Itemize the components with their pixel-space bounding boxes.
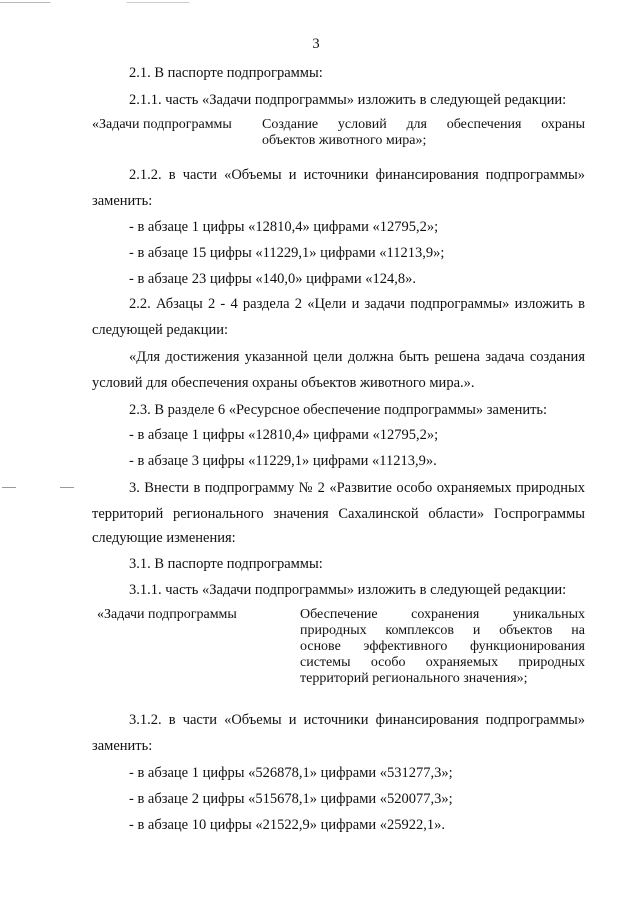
table1-right-cell bbox=[262, 117, 585, 149]
paragraph-2-3: 2.3. В разделе 6 «Ресурсное обеспечение подпрограммы» заменить: bbox=[129, 402, 548, 418]
paragraph-3-1-2: 3.1.2. в части «Объемы и источники финансирования подпрограммы» bbox=[129, 712, 585, 728]
list-item: - в абзаце 1 цифры «12810,4» цифрами «12795,2»; bbox=[129, 427, 439, 443]
table2-right-cell bbox=[300, 607, 585, 687]
quote-paragraph-cont: условий для обеспечения охраны объектов животного мира.». bbox=[92, 375, 475, 391]
list-item: - в абзаце 1 цифры «526878,1» цифрами «531277,3»; bbox=[129, 765, 453, 781]
paragraph-2-2: 2.2. Абзацы 2 - 4 раздела 2 «Цели и задачи подпрограммы» изложить в bbox=[129, 296, 585, 312]
table2-right-line: территорий регионального значения»; bbox=[300, 671, 528, 686]
list-item: - в абзаце 15 цифры «11229,1» цифрами «11213,9»; bbox=[129, 245, 445, 261]
list-item: - в абзаце 10 цифры «21522,9» цифрами «25922,1». bbox=[129, 817, 446, 833]
list-item: - в абзаце 3 цифры «11229,1» цифрами «11213,9». bbox=[129, 453, 437, 469]
paragraph-3-cont: территорий регионального значения Сахалинской области» Госпрограммы bbox=[92, 506, 585, 522]
table2-right-line: системы особо охраняемых природных bbox=[300, 655, 585, 670]
paragraph-2-1-2: 2.1.2. в части «Объемы и источники финансирования подпрограммы» bbox=[129, 167, 585, 183]
table2-right-line: основе эффективного функционирования bbox=[300, 639, 585, 654]
table1-right-line: Создание условий для обеспечения охраны bbox=[262, 117, 585, 132]
page-number: 3 bbox=[312, 36, 320, 52]
list-item: - в абзаце 1 цифры «12810,4» цифрами «12795,2»; bbox=[129, 219, 439, 235]
table2-left-cell: «Задачи подпрограммы bbox=[97, 607, 237, 622]
paragraph-2-2-cont: следующей редакции: bbox=[92, 322, 229, 338]
table1-left-cell: «Задачи подпрограммы bbox=[92, 117, 232, 132]
scan-artifact-dash bbox=[60, 487, 74, 488]
table1-right-line: объектов животного мира»; bbox=[262, 133, 427, 148]
paragraph-2-1-2-cont: заменить: bbox=[92, 193, 153, 209]
quote-paragraph: «Для достижения указанной цели должна быть решена задача создания bbox=[129, 349, 585, 365]
paragraph-3-1-1: 3.1.1. часть «Задачи подпрограммы» изложить в следующей редакции: bbox=[129, 582, 567, 598]
list-item: - в абзаце 2 цифры «515678,1» цифрами «520077,3»; bbox=[129, 791, 453, 807]
paragraph-2-1-1: 2.1.1. часть «Задачи подпрограммы» изложить в следующей редакции: bbox=[129, 92, 567, 108]
paragraph-3-cont: следующие изменения: bbox=[92, 530, 236, 546]
paragraph-3-1-2-cont: заменить: bbox=[92, 738, 153, 754]
paragraph-3-1: 3.1. В паспорте подпрограммы: bbox=[129, 556, 323, 572]
paragraph-3: 3. Внести в подпрограмму № 2 «Развитие особо охраняемых природных bbox=[129, 480, 585, 496]
list-item: - в абзаце 23 цифры «140,0» цифрами «124,8». bbox=[129, 271, 417, 287]
paragraph-2-1: 2.1. В паспорте подпрограммы: bbox=[129, 65, 323, 81]
table2-right-line: Обеспечение сохранения уникальных bbox=[300, 607, 585, 622]
scan-artifact-dash bbox=[2, 487, 16, 488]
scan-artifact-top bbox=[0, 2, 632, 3]
table2-right-line: природных комплексов и объектов на bbox=[300, 623, 585, 638]
